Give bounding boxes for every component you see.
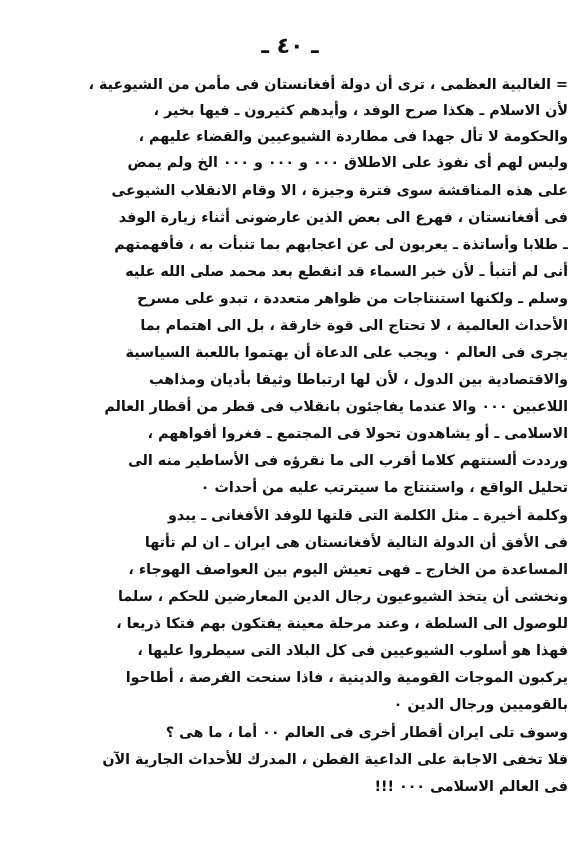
text-line: وسلم ـ ولكنها استنتاجات من ظواهر متعددة ، تبدو على مسرح: [137, 291, 568, 307]
text-line: ـ طلابا وأساتذة ـ يعربون لى عن اعجابهم بما تنبأت به ، فأفهمتهم: [114, 237, 568, 253]
text-line: أنى لم أتنبأ ـ لأن خبر السماء قد انقطع بعد محمد صلى الله عليه: [125, 264, 568, 280]
text-line: = الغالبية العظمى ، ترى أن دولة أفغانستان فى مأمن من الشيوعية ،: [88, 77, 568, 93]
text-line: ورددت ألسنتهم كلاما أقرب الى ما نقرؤه فى الأساطير منه الى: [128, 453, 568, 469]
text-line: تحليل الواقع ، واستنتاج ما سيترتب عليه من أحداث ٠: [200, 480, 568, 496]
text-line: الأحداث العالمية ، لا تحتاج الى قوة خارقة ، بل الى اهتمام بما: [140, 318, 568, 334]
text-line: المساعدة من الخارج ـ فهى تعيش اليوم بين العواصف الهوجاء ،: [128, 562, 568, 578]
page-number: ـ ٤٠ ـ: [261, 34, 319, 59]
text-line: يركبون الموجات القومية والدينية ، فاذا سنحت الفرصة ، أطاحوا: [125, 670, 568, 686]
text-line: فى العالم الاسلامى ٠٠٠ !!!: [374, 779, 568, 795]
text-line: الاسلامى ـ أو يشاهدون تحولا فى المجتمع ـ فغروا أفواههم ،: [147, 426, 568, 442]
text-line: فهذا هو أسلوب الشيوعيين فى كل البلاد التى سيطروا عليها ،: [137, 643, 568, 659]
text-line: يجرى فى العالم ٠ ويجب على الدعاة أن يهتموا باللعبة السياسية: [125, 345, 568, 361]
text-line: وسوف تلى ايران أقطار أخرى فى العالم ٠٠ أما ، ما هى ؟: [165, 725, 568, 741]
text-line: فلا تخفى الاجابة على الداعية الفطن ، المدرك للأحداث الجارية الآن: [102, 752, 568, 768]
text-line: وكلمة أخيرة ـ مثل الكلمة التى قلتها للوفد الأفغانى ـ يبدو: [167, 508, 568, 524]
text-line: اللاعبين ٠٠٠ والا عندما يفاجئون بانقلاب فى قطر من أقطار العالم: [104, 399, 568, 415]
text-line: للوصول الى السلطة ، وعند مرحلة معينة يفتكون بهم فتكا ذريعا ،: [116, 616, 568, 632]
text-line: وليس لهم أى نفوذ على الاطلاق ٠٠٠ و ٠٠٠ و ٠٠٠ الخ ولم يمض: [127, 155, 568, 171]
text-line: لأن الاسلام ـ هكذا صرح الوفد ، وأيدهم كثيرون ـ فيها بخير ،: [153, 103, 568, 119]
text-line: فى أفغانستان ، فهرع الى بعض الذين عارضونى أثناء زيارة الوفد: [118, 210, 568, 226]
text-line: على هذه المناقشة سوى فترة وجيزة ، الا وقام الانقلاب الشيوعى: [111, 183, 568, 199]
text-line: والاقتصادية بين الدول ، لأن لها ارتباطا وثيقا بأديان ومذاهب: [149, 372, 568, 388]
text-line: فى الأفق أن الدولة التالية لأفغانستان هى ايران ـ ان لم تأتها: [144, 535, 568, 551]
text-line: ونخشى أن يتخذ الشيوعيون رجال الدين المعارضين للحكم ، سلما: [117, 589, 568, 605]
text-line: بالقوميين ورجال الدين ٠: [393, 697, 568, 713]
text-line: والحكومة لا تأل جهدا فى مطاردة الشيوعيين والقضاء عليهم ،: [138, 129, 568, 145]
